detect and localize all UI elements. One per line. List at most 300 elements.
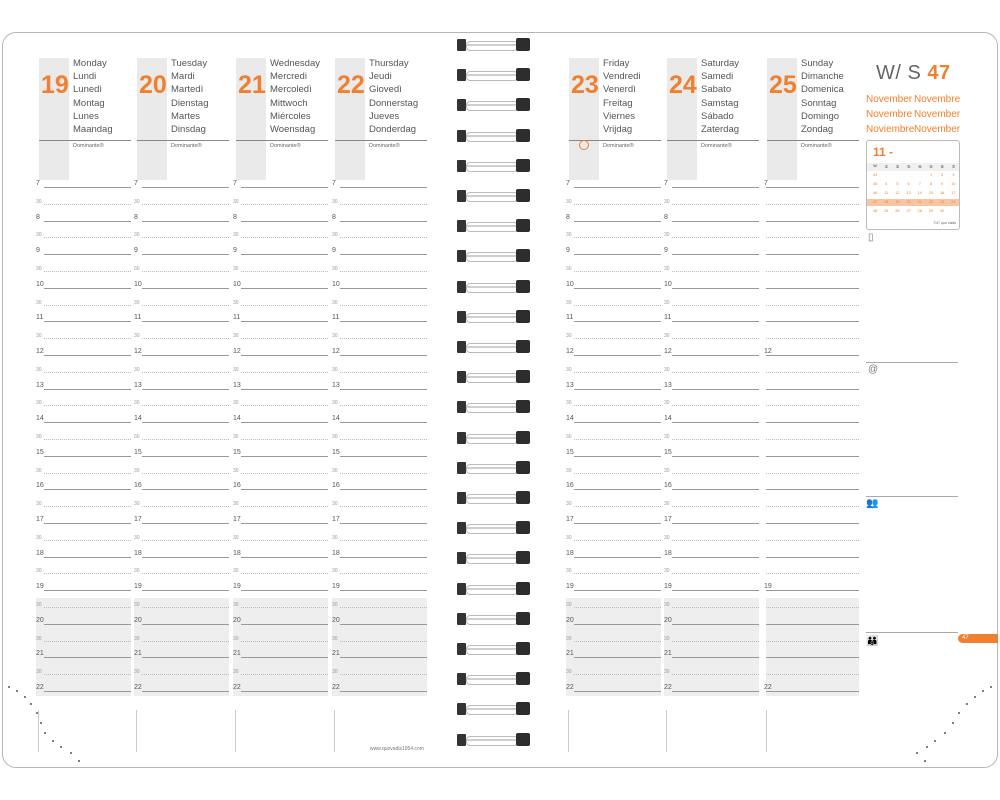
hour-line[interactable] <box>44 590 131 591</box>
half-hour-line[interactable] <box>142 506 229 507</box>
hour-line[interactable] <box>340 657 427 658</box>
half-hour-line[interactable] <box>340 372 427 373</box>
half-hour-line[interactable] <box>672 506 759 507</box>
half-hour-line[interactable] <box>142 573 229 574</box>
hour-line[interactable] <box>766 187 859 188</box>
hour-line[interactable] <box>574 624 661 625</box>
hour-line[interactable] <box>340 624 427 625</box>
hour-label: 17 <box>134 516 142 523</box>
family-icon: 👪 <box>866 636 879 647</box>
hour-line[interactable] <box>142 657 229 658</box>
half-hour-line[interactable] <box>241 405 328 406</box>
half-hour-label: 30 <box>134 299 140 306</box>
day-name: Mardi <box>171 71 195 83</box>
evening-shade <box>233 598 328 696</box>
hour-line[interactable] <box>142 254 229 255</box>
hour-line[interactable] <box>44 557 131 558</box>
half-hour-label: 30 <box>134 602 140 608</box>
half-hour-line[interactable] <box>44 305 131 306</box>
month-row-1: November Novembre <box>866 94 961 105</box>
half-hour-line[interactable] <box>766 506 859 507</box>
half-hour-line[interactable] <box>672 641 759 642</box>
hour-line[interactable] <box>672 254 759 255</box>
hour-label: 18 <box>332 549 340 557</box>
hour-line[interactable] <box>241 254 328 255</box>
hour-line[interactable] <box>44 389 131 390</box>
hour-line[interactable] <box>241 624 328 625</box>
half-hour-line[interactable] <box>142 540 229 541</box>
half-hour-line[interactable] <box>44 204 131 205</box>
hour-line[interactable] <box>672 187 759 188</box>
day-names <box>369 57 418 136</box>
hour-line[interactable] <box>142 389 229 390</box>
half-hour-line[interactable] <box>241 305 328 306</box>
hour-line[interactable] <box>766 691 859 692</box>
half-hour-line[interactable] <box>672 473 759 474</box>
hour-label: 20 <box>134 616 142 624</box>
half-hour-line[interactable] <box>340 338 427 339</box>
half-hour-line[interactable] <box>672 338 759 339</box>
day-name: Samedi <box>701 71 734 83</box>
hour-line[interactable] <box>241 456 328 457</box>
hour-line[interactable] <box>766 489 859 490</box>
hour-line[interactable] <box>766 422 859 423</box>
half-hour-line[interactable] <box>142 305 229 306</box>
hour-line[interactable] <box>672 489 759 490</box>
hour-line[interactable] <box>142 288 229 289</box>
hour-line[interactable] <box>142 456 229 457</box>
page-tab[interactable] <box>958 634 998 643</box>
half-hour-label: 30 <box>664 366 670 373</box>
hour-line[interactable] <box>241 221 328 222</box>
half-hour-line[interactable] <box>44 439 131 440</box>
day-name: Viernes <box>603 110 636 122</box>
half-hour-line[interactable] <box>766 237 859 238</box>
half-hour-line[interactable] <box>340 439 427 440</box>
half-hour-label: 30 <box>134 232 140 239</box>
month-row-3: NoviembreNovember <box>866 124 961 135</box>
mini-calendar-day: 3 <box>952 173 955 177</box>
hour-line[interactable] <box>142 624 229 625</box>
hour-line[interactable] <box>44 221 131 222</box>
column-divider <box>666 710 667 752</box>
hour-line[interactable] <box>766 288 859 289</box>
hour-line[interactable] <box>241 187 328 188</box>
half-hour-label: 30 <box>134 534 140 541</box>
spiral-coil <box>455 461 535 475</box>
half-hour-line[interactable] <box>44 338 131 339</box>
hour-line[interactable] <box>340 288 427 289</box>
hour-label: 14 <box>332 415 340 423</box>
half-hour-line[interactable] <box>241 607 328 608</box>
half-hour-line[interactable] <box>574 674 661 675</box>
hour-line[interactable] <box>142 489 229 490</box>
half-hour-label: 30 <box>134 501 140 508</box>
half-hour-line[interactable] <box>766 204 859 205</box>
half-hour-line[interactable] <box>672 405 759 406</box>
hour-line[interactable] <box>241 321 328 322</box>
hour-line[interactable] <box>44 321 131 322</box>
hour-line[interactable] <box>766 523 859 524</box>
hour-line[interactable] <box>672 456 759 457</box>
half-hour-line[interactable] <box>142 641 229 642</box>
half-hour-line[interactable] <box>672 305 759 306</box>
hour-label: 11 <box>566 314 574 322</box>
half-hour-line[interactable] <box>340 674 427 675</box>
half-hour-line[interactable] <box>766 573 859 574</box>
hour-line[interactable] <box>241 657 328 658</box>
half-hour-line[interactable] <box>44 573 131 574</box>
hour-line[interactable] <box>44 254 131 255</box>
hour-line[interactable] <box>44 456 131 457</box>
hour-line[interactable] <box>340 456 427 457</box>
day-name: Sonntag <box>801 97 837 109</box>
half-hour-line[interactable] <box>672 372 759 373</box>
hour-line[interactable] <box>574 456 661 457</box>
half-hour-line[interactable] <box>574 305 661 306</box>
half-hour-label: 30 <box>566 366 572 373</box>
hour-line[interactable] <box>672 355 759 356</box>
half-hour-line[interactable] <box>766 540 859 541</box>
mini-calendar-day: 13 <box>906 191 911 195</box>
hour-line[interactable] <box>574 254 661 255</box>
mini-calendar-week-number: 44 <box>872 173 878 177</box>
spiral-coil <box>455 521 535 535</box>
hour-line[interactable] <box>340 422 427 423</box>
half-hour-label: 30 <box>233 299 239 306</box>
half-hour-line[interactable] <box>574 338 661 339</box>
mini-calendar-weekday: ⑤ <box>929 165 933 169</box>
half-hour-line[interactable] <box>44 506 131 507</box>
hour-line[interactable] <box>142 187 229 188</box>
half-hour-line[interactable] <box>241 573 328 574</box>
half-hour-line[interactable] <box>44 372 131 373</box>
hour-line[interactable] <box>241 355 328 356</box>
half-hour-line[interactable] <box>340 473 427 474</box>
hour-line[interactable] <box>340 187 427 188</box>
half-hour-line[interactable] <box>241 204 328 205</box>
half-hour-line[interactable] <box>44 473 131 474</box>
half-hour-line[interactable] <box>241 473 328 474</box>
half-hour-line[interactable] <box>574 540 661 541</box>
hour-line[interactable] <box>241 489 328 490</box>
half-hour-line[interactable] <box>574 439 661 440</box>
hour-label: 12 <box>36 348 44 355</box>
hour-line[interactable] <box>340 489 427 490</box>
hour-line[interactable] <box>340 321 427 322</box>
half-hour-label: 30 <box>664 635 670 642</box>
spiral-coil <box>455 310 535 324</box>
half-hour-line[interactable] <box>142 405 229 406</box>
hour-label: 15 <box>332 448 340 456</box>
half-hour-line[interactable] <box>340 607 427 608</box>
dominante-label: Dominante® <box>369 143 400 149</box>
spiral-coil <box>455 219 535 233</box>
day-name: Domingo <box>801 110 840 122</box>
half-hour-line[interactable] <box>340 237 427 238</box>
hour-line[interactable] <box>766 254 859 255</box>
hour-line[interactable] <box>142 590 229 591</box>
half-hour-line[interactable] <box>574 405 661 406</box>
hour-line[interactable] <box>672 422 759 423</box>
hour-line[interactable] <box>574 557 661 558</box>
hour-line[interactable] <box>340 389 427 390</box>
spiral-coil <box>455 612 535 626</box>
hour-label: 10 <box>664 280 672 288</box>
day-name: Montag <box>73 97 105 109</box>
hour-line[interactable] <box>672 321 759 322</box>
half-hour-line[interactable] <box>574 204 661 205</box>
half-hour-line[interactable] <box>44 540 131 541</box>
half-hour-line[interactable] <box>766 271 859 272</box>
half-hour-label: 30 <box>332 232 338 239</box>
hour-line[interactable] <box>672 389 759 390</box>
half-hour-label: 30 <box>233 232 239 239</box>
hour-line[interactable] <box>672 657 759 658</box>
hour-line[interactable] <box>340 590 427 591</box>
hour-line[interactable] <box>672 288 759 289</box>
half-hour-line[interactable] <box>766 372 859 373</box>
half-hour-line[interactable] <box>766 439 859 440</box>
mini-calendar-day: 9 <box>941 182 944 186</box>
hour-line[interactable] <box>241 590 328 591</box>
hour-label: 22 <box>566 684 574 691</box>
hour-line[interactable] <box>44 624 131 625</box>
hour-line[interactable] <box>241 523 328 524</box>
hour-line[interactable] <box>142 355 229 356</box>
half-hour-label: 30 <box>36 333 42 340</box>
hour-line[interactable] <box>44 657 131 658</box>
hour-label: 13 <box>332 381 340 389</box>
notes-divider <box>866 496 958 497</box>
half-hour-line[interactable] <box>672 607 759 608</box>
hour-line[interactable] <box>574 389 661 390</box>
hour-line[interactable] <box>766 657 859 658</box>
half-hour-line[interactable] <box>340 641 427 642</box>
hour-line[interactable] <box>44 691 131 692</box>
half-hour-label: 30 <box>134 366 140 373</box>
hour-line[interactable] <box>340 557 427 558</box>
hour-line[interactable] <box>44 489 131 490</box>
half-hour-line[interactable] <box>142 439 229 440</box>
half-hour-line[interactable] <box>241 641 328 642</box>
hour-label: 19 <box>664 583 672 591</box>
hour-line[interactable] <box>672 557 759 558</box>
half-hour-line[interactable] <box>672 674 759 675</box>
hour-line[interactable] <box>766 321 859 322</box>
half-hour-line[interactable] <box>241 237 328 238</box>
hour-line[interactable] <box>766 590 859 591</box>
half-hour-label: 30 <box>332 333 338 340</box>
half-hour-line[interactable] <box>574 237 661 238</box>
mini-calendar-day: 26 <box>895 209 900 213</box>
hour-line[interactable] <box>574 523 661 524</box>
half-hour-line[interactable] <box>142 674 229 675</box>
half-hour-line[interactable] <box>44 674 131 675</box>
half-hour-line[interactable] <box>574 607 661 608</box>
hour-line[interactable] <box>574 590 661 591</box>
hour-line[interactable] <box>241 691 328 692</box>
half-hour-line[interactable] <box>766 674 859 675</box>
half-hour-line[interactable] <box>340 540 427 541</box>
hour-line[interactable] <box>44 422 131 423</box>
hour-line[interactable] <box>672 691 759 692</box>
half-hour-line[interactable] <box>241 439 328 440</box>
hour-line[interactable] <box>766 624 859 625</box>
half-hour-line[interactable] <box>340 506 427 507</box>
header-rule <box>39 140 131 141</box>
hour-line[interactable] <box>142 523 229 524</box>
hour-line[interactable] <box>574 355 661 356</box>
hour-line[interactable] <box>574 221 661 222</box>
half-hour-line[interactable] <box>340 573 427 574</box>
hour-line[interactable] <box>340 523 427 524</box>
hour-line[interactable] <box>574 691 661 692</box>
half-hour-line[interactable] <box>574 271 661 272</box>
half-hour-line[interactable] <box>672 439 759 440</box>
hour-line[interactable] <box>766 389 859 390</box>
half-hour-line[interactable] <box>44 641 131 642</box>
hour-line[interactable] <box>142 691 229 692</box>
hour-label: 17 <box>233 516 241 523</box>
hour-line[interactable] <box>574 288 661 289</box>
hour-line[interactable] <box>574 321 661 322</box>
hour-line[interactable] <box>340 221 427 222</box>
half-hour-line[interactable] <box>241 271 328 272</box>
hour-label: 12 <box>134 348 142 355</box>
decorative-dot <box>958 712 960 714</box>
day-name: Vendredi <box>603 71 641 83</box>
half-hour-label: 30 <box>36 467 42 474</box>
half-hour-line[interactable] <box>340 271 427 272</box>
day-name: Sunday <box>801 58 834 69</box>
half-hour-line[interactable] <box>340 204 427 205</box>
hour-line[interactable] <box>574 657 661 658</box>
half-hour-line[interactable] <box>340 305 427 306</box>
decorative-dot <box>934 740 936 742</box>
half-hour-line[interactable] <box>672 204 759 205</box>
half-hour-line[interactable] <box>241 372 328 373</box>
half-hour-line[interactable] <box>574 506 661 507</box>
hour-label: 19 <box>332 583 340 591</box>
hour-line[interactable] <box>340 254 427 255</box>
hour-line[interactable] <box>766 355 859 356</box>
hour-line[interactable] <box>44 288 131 289</box>
half-hour-line[interactable] <box>241 338 328 339</box>
half-hour-line[interactable] <box>44 237 131 238</box>
half-hour-line[interactable] <box>574 372 661 373</box>
half-hour-line[interactable] <box>142 372 229 373</box>
day-name: Miércoles <box>270 110 311 122</box>
day-column <box>36 0 131 800</box>
hour-label: 7 <box>233 180 237 187</box>
half-hour-line[interactable] <box>574 473 661 474</box>
mini-calendar-day: 25 <box>884 209 889 213</box>
hour-line[interactable] <box>766 221 859 222</box>
half-hour-line[interactable] <box>142 607 229 608</box>
half-hour-label: 30 <box>36 299 42 306</box>
half-hour-line[interactable] <box>672 573 759 574</box>
spiral-coil <box>455 370 535 384</box>
hour-line[interactable] <box>44 187 131 188</box>
hour-label: 10 <box>233 280 241 288</box>
half-hour-line[interactable] <box>672 271 759 272</box>
mini-calendar-day: 12 <box>895 191 900 195</box>
half-hour-line[interactable] <box>44 271 131 272</box>
hour-line[interactable] <box>44 355 131 356</box>
hour-line[interactable] <box>340 355 427 356</box>
half-hour-line[interactable] <box>766 473 859 474</box>
hour-line[interactable] <box>574 489 661 490</box>
hour-label: 13 <box>664 381 672 389</box>
decorative-dot <box>952 722 954 724</box>
half-hour-line[interactable] <box>241 506 328 507</box>
day-name: Martes <box>171 110 201 122</box>
hour-line[interactable] <box>766 557 859 558</box>
hour-line[interactable] <box>574 422 661 423</box>
hour-line[interactable] <box>672 624 759 625</box>
hour-label: 21 <box>332 650 340 658</box>
hour-line[interactable] <box>241 389 328 390</box>
half-hour-line[interactable] <box>142 237 229 238</box>
hour-line[interactable] <box>672 221 759 222</box>
half-hour-line[interactable] <box>574 573 661 574</box>
hour-line[interactable] <box>142 321 229 322</box>
day-name: Lunes <box>73 110 99 122</box>
hour-label: 14 <box>36 415 44 423</box>
hour-line[interactable] <box>672 590 759 591</box>
half-hour-line[interactable] <box>766 641 859 642</box>
dominante-label: Dominante® <box>801 143 832 149</box>
half-hour-line[interactable] <box>241 674 328 675</box>
half-hour-line[interactable] <box>766 305 859 306</box>
half-hour-line[interactable] <box>672 540 759 541</box>
hour-line[interactable] <box>241 288 328 289</box>
hour-line[interactable] <box>44 523 131 524</box>
half-hour-line[interactable] <box>241 540 328 541</box>
half-hour-line[interactable] <box>672 237 759 238</box>
half-hour-label: 30 <box>664 232 670 239</box>
hour-line[interactable] <box>142 221 229 222</box>
half-hour-line[interactable] <box>44 405 131 406</box>
half-hour-label: 30 <box>36 635 42 642</box>
hour-line[interactable] <box>241 557 328 558</box>
hour-line[interactable] <box>142 557 229 558</box>
half-hour-line[interactable] <box>766 607 859 608</box>
day-name: Mercoledì <box>270 84 312 96</box>
half-hour-line[interactable] <box>142 204 229 205</box>
mini-calendar-day: 2 <box>941 173 944 177</box>
half-hour-line[interactable] <box>574 641 661 642</box>
half-hour-line[interactable] <box>142 271 229 272</box>
half-hour-line[interactable] <box>340 405 427 406</box>
hour-line[interactable] <box>241 422 328 423</box>
hour-line[interactable] <box>766 456 859 457</box>
half-hour-label: 30 <box>664 299 670 306</box>
half-hour-line[interactable] <box>142 338 229 339</box>
half-hour-line[interactable] <box>766 405 859 406</box>
hour-line[interactable] <box>574 187 661 188</box>
half-hour-line[interactable] <box>142 473 229 474</box>
hour-line[interactable] <box>340 691 427 692</box>
hour-label: 14 <box>566 415 574 423</box>
hour-line[interactable] <box>672 523 759 524</box>
hour-label: 12 <box>764 348 772 355</box>
hour-line[interactable] <box>142 422 229 423</box>
half-hour-line[interactable] <box>766 338 859 339</box>
hour-label: 9 <box>664 247 668 255</box>
half-hour-line[interactable] <box>44 607 131 608</box>
